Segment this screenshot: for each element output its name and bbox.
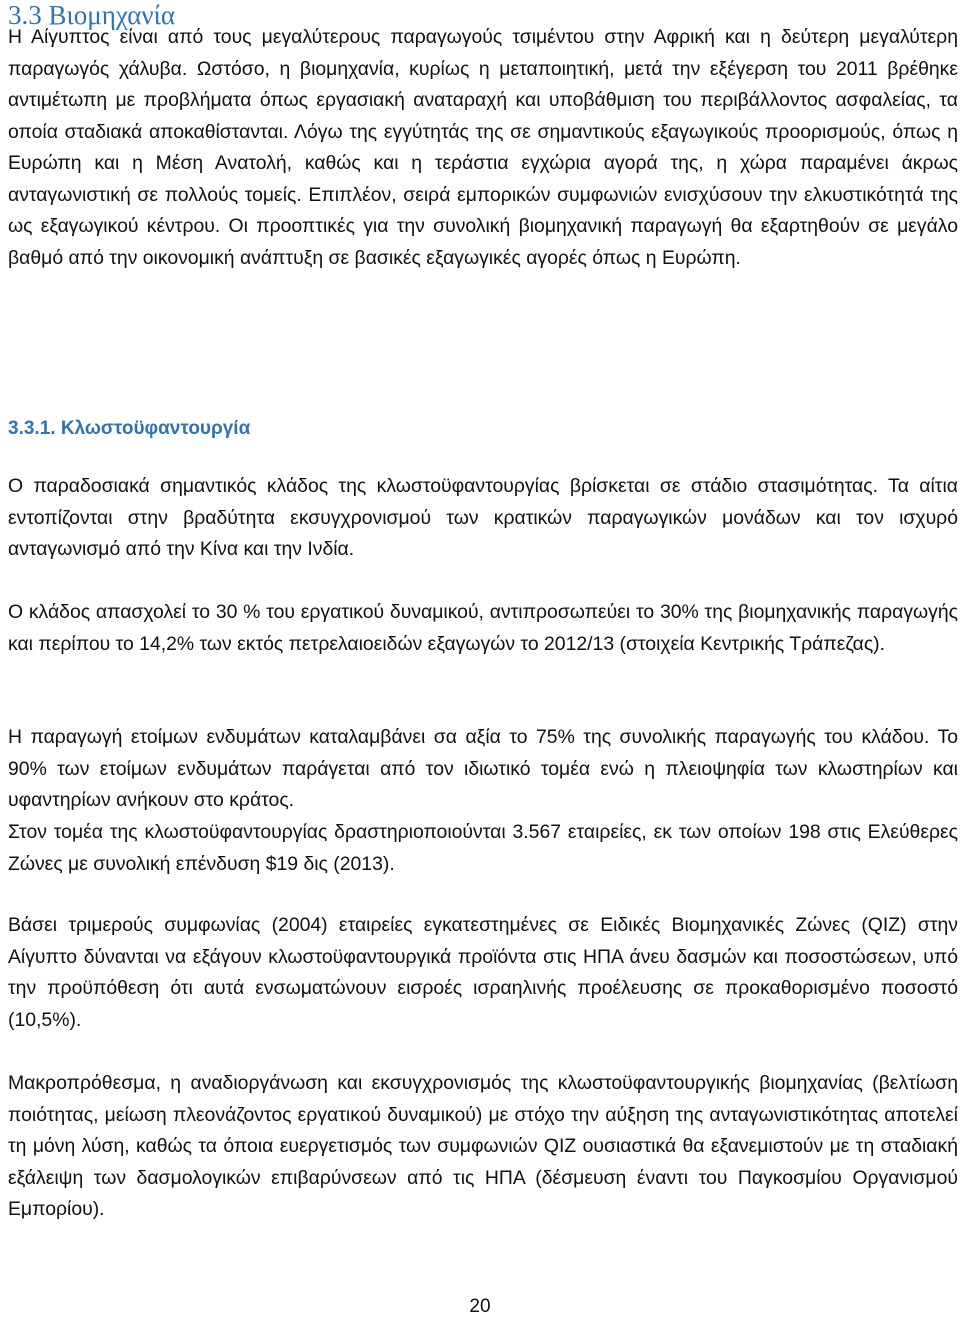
section-heading: 3.3 Βιομηχανία <box>8 0 176 30</box>
paragraph-companies: Στον τομέα της κλωστοϋφαντουργίας δραστηριοποιούνται 3.567 εταιρείες, εκ των οποίων 198 στις Ελεύθερες Ζώνες με συνολική επένδυση $19 δις (2013). <box>8 821 958 875</box>
paragraph-garments: Η παραγωγή ετοίμων ενδυμάτων καταλαμβάνει σα αξία το 75% της συνολικής παραγωγής του κλάδου. Το 90% των ετοίμων ενδυμάτων παράγεται από τον ιδιωτικό τομέα ενώ η πλειοψηφία των κλωστηρίων και υφαντηρίων ανήκουν στο κράτος. <box>8 726 958 811</box>
subsection-heading: 3.3.1. Κλωστοϋφαντουργία <box>8 418 251 439</box>
intro-paragraph: Η Αίγυπτος είναι από τους μεγαλύτερους παραγωγούς τσιμέντου στην Αφρική και η δεύτερη μεγαλύτερη παραγωγός χάλυβα. Ωστόσο, η βιομηχανία, κυρίως η μεταποιητική, μετά την εξέγερση του 2011 βρέθηκε αντιμέτωπη με προβλήματα όπως εργασιακή αναταραχή και υποβάθμιση του περιβάλλοντος ασφαλείας, τα οποία σταδιακά αποκαθίστανται. Λόγω της εγγύτητάς της σε σημαντικούς εξαγωγικούς προορισμούς, όπως η Ευρώπη και η Μέση Ανατολή, καθώς και η τεράστια εγχώρια αγορά της, η χώρα παραμένει άκρως ανταγωνιστική σε πολλούς τομείς. Επιπλέον, σειρά εμπορικών συμφωνιών ενισχύσουν την ελκυστικότητά της ως εξαγωγικού κέντρου. Οι προοπτικές για την συνολική βιομηχανική παραγωγή θα εξαρτηθούν σε μεγάλο βαθμό από την οικονομική ανάπτυξη σε βασικές εξαγωγικές αγορές όπως η Ευρώπη. <box>8 26 958 269</box>
paragraph-employment: Ο κλάδος απασχολεί το 30 % του εργατικού δυναμικού, αντιπροσωπεύει το 30% της βιομηχανικής παραγωγής και περίπου το 14,2% των εκτός πετρελαιοειδών εξαγωγών το 2012/13 (στοιχεία Κεντρικής Τράπεζας). <box>8 601 958 655</box>
paragraph-qiz: Βάσει τριμερούς συμφωνίας (2004) εταιρείες εγκατεστημένες σε Ειδικές Βιομηχανικές Ζώνες (QIZ) στην Αίγυπτο δύνανται να εξάγουν κλωστοϋφαντουργικά προϊόντα στις ΗΠΑ άνευ δασμών και ποσοστώσεων, υπό την προϋπόθεση ότι αυτά ενσωματώνουν εισροές ισραηλινής προέλευσης σε προκαθορισμένο ποσοστό (10,5%). <box>8 914 958 1031</box>
paragraph-long-term: Μακροπρόθεσμα, η αναδιοργάνωση και εκσυγχρονισμός της κλωστοϋφαντουργικής βιομηχανίας (βελτίωση ποιότητας, μείωση πλεονάζοντος εργατικού δυναμικού) με στόχο την αύξηση της ανταγωνιστικότητας αποτελεί τη μόνη λύση, καθώς τα όποια ευεργετισμός των συμφωνιών QIZ ουσιαστικά θα εξανεμιστούν με τη σταδιακή εξάλειψη των δασμολογικών επιβαρύνσεων από τις ΗΠΑ (δέσμευση έναντι του Παγκοσμίου Οργανισμού Εμπορίου). <box>8 1072 958 1220</box>
paragraph-stagnation: Ο παραδοσιακά σημαντικός κλάδος της κλωστοϋφαντουργίας βρίσκεται σε στάδιο στασιμότητας. Τα αίτια εντοπίζονται στην βραδύτητα εκσυγχρονισμού των κρατικών παραγωγικών μονάδων και τον ισχυρό ανταγωνισμό από την Κίνα και την Ινδία. <box>8 475 958 560</box>
page-number: 20 <box>469 1296 491 1317</box>
